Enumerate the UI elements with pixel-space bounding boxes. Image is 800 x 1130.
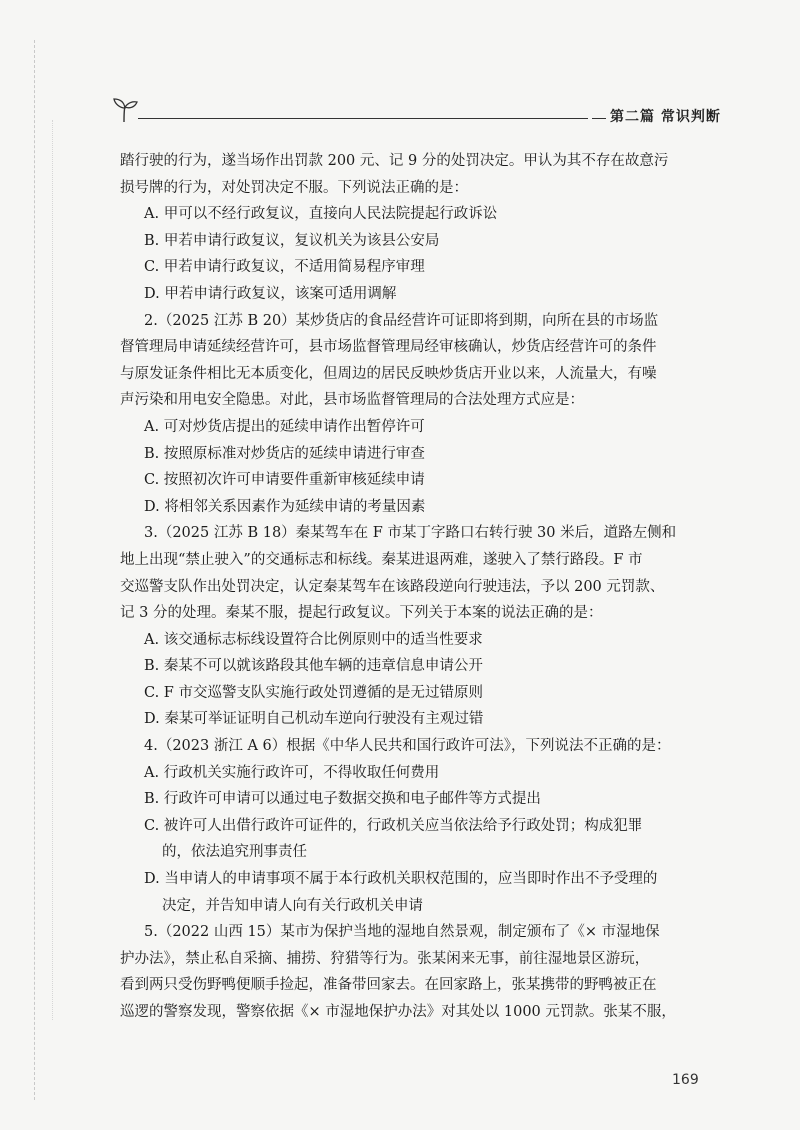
text-line: A. 甲可以不经行政复议，直接向人民法院提起行政诉讼: [144, 206, 498, 223]
text-line: D. 当申请人的申请事项不属于本行政机关职权范围的，应当即时作出不予受理的: [144, 871, 658, 888]
text-line: 护办法》，禁止私自采摘、捕捞、狩猎等行为。张某闲来无事，前往湿地景区游玩，: [120, 950, 650, 967]
running-header: [110, 96, 721, 126]
text-line: 2.（2025 江苏 B 20）某炒货店的食品经营许可证即将到期，向所在县的市场监: [144, 312, 659, 329]
text-line: 督管理局申请延续经营许可，县市场监督管理局经审核确认，炒货店经营许可的条件: [120, 339, 657, 356]
text-line: C. 甲若申请行政复议，不适用简易程序审理: [144, 259, 425, 276]
text-line: B. 行政许可申请可以通过电子数据交换和电子邮件等方式提出: [144, 791, 541, 808]
text-line: 交巡警支队作出处罚决定，认定秦某驾车在该路段逆向行驶违法，予以 200 元罚款、: [120, 578, 665, 595]
text-line: 巡逻的警察发现，警察依据《× 市湿地保护办法》对其处以 1000 元罚款。张某不服，: [120, 1004, 676, 1020]
binding-edge-inner: [52, 120, 54, 1020]
text-line: 损号牌的行为，对处罚决定不服。下列说法正确的是：: [120, 179, 468, 196]
text-line: 记 3 分的处理。秦某不服，提起行政复议。下列关于本案的说法正确的是：: [120, 605, 603, 622]
text-line: B. 秦某不可以就该路段其他车辆的违章信息申请公开: [144, 658, 483, 675]
text-line: 5.（2022 山西 15）某市为保护当地的湿地自然景观，制定颁布了《× 市湿地保: [144, 924, 660, 941]
text-line: D. 甲若申请行政复议，该案可适用调解: [144, 285, 397, 302]
text-line: D. 秦某可举证证明自己机动车逆向行驶没有主观过错: [144, 711, 484, 728]
sprout-icon: [110, 96, 140, 124]
text-line: 3.（2025 江苏 B 18）秦某驾车在 F 市某丁字路口右转行驶 30 米后，道路左侧和: [144, 525, 677, 542]
header-rule: [138, 118, 588, 119]
text-line: A. 行政机关实施行政许可，不得收取任何费用: [144, 764, 440, 781]
text-line: 决定，并告知申请人向有关行政机关申请: [162, 897, 423, 914]
text-line: B. 按照原标准对炒货店的延续申请进行审查: [144, 445, 425, 462]
text-line: 踏行驶的行为，遂当场作出罚款 200 元、记 9 分的处罚决定。甲认为其不存在故意污: [120, 153, 669, 169]
text-line: 地上出现“禁止驶入”的交通标志和标线。秦某进退两难，遂驶入了禁行路段。F 市: [120, 551, 643, 568]
text-line: A. 可对炒货店提出的延续申请作出暂停许可: [144, 418, 425, 435]
text-line: A. 该交通标志标线设置符合比例原则中的适当性要求: [144, 631, 483, 648]
page-number: 169: [672, 1072, 699, 1088]
body-text: [120, 148, 710, 1026]
header-rule-dash: [592, 118, 606, 119]
text-line: D. 将相邻关系因素作为延续申请的考量因素: [144, 498, 426, 515]
text-line: 的，依法追究刑事责任: [162, 844, 307, 861]
text-line: C. F 市交巡警支队实施行政处罚遵循的是无过错原则: [144, 684, 483, 701]
text-line: 4.（2023 浙江 A 6）根据《中华人民共和国行政许可法》，下列说法不正确的是：: [144, 738, 671, 755]
text-line: 看到两只受伤野鸭便顺手捡起，准备带回家去。在回家路上，张某携带的野鸭被正在: [120, 977, 657, 994]
text-line: 声污染和用电安全隐患。对此，县市场监督管理局的合法处理方式应是：: [120, 392, 584, 409]
text-line: C. 被许可人出借行政许可证件的，行政机关应当依法给予行政处罚；构成犯罪: [144, 817, 643, 834]
binding-edge: [34, 40, 36, 1100]
text-line: 与原发证条件相比无本质变化，但周边的居民反映炒货店开业以来，人流量大，有噪: [120, 365, 657, 382]
section-title: 第二篇 常识判断: [610, 109, 721, 125]
text-line: C. 按照初次许可申请要件重新审核延续申请: [144, 472, 425, 489]
text-line: B. 甲若申请行政复议，复议机关为该县公安局: [144, 232, 440, 249]
